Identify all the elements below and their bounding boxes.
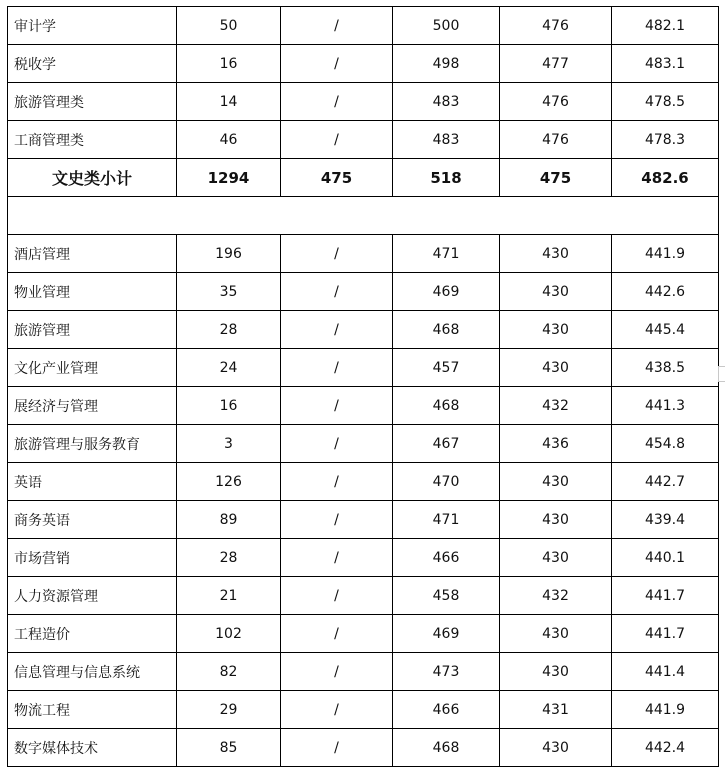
min-score-cell: 430 <box>500 273 612 311</box>
blank-separator-row <box>8 197 719 235</box>
major-name-cell: 旅游管理 <box>8 311 177 349</box>
plan-count-cell: 21 <box>177 577 281 615</box>
avg-score-cell: 442.4 <box>612 729 719 767</box>
control-line-cell: / <box>281 311 393 349</box>
plan-count-cell: 50 <box>177 7 281 45</box>
plan-count-cell: 82 <box>177 653 281 691</box>
min-score-cell: 432 <box>500 387 612 425</box>
control-line-cell: / <box>281 539 393 577</box>
max-score-cell: 468 <box>393 311 500 349</box>
max-score-cell: 469 <box>393 615 500 653</box>
table-row <box>8 691 719 729</box>
major-name-cell: 信息管理与信息系统 <box>8 653 177 691</box>
plan-count-cell: 16 <box>177 387 281 425</box>
max-score-cell: 468 <box>393 729 500 767</box>
subtotal-plan: 1294 <box>177 159 281 197</box>
min-score-cell: 430 <box>500 501 612 539</box>
avg-score-cell: 442.6 <box>612 273 719 311</box>
subtotal-row <box>8 159 719 197</box>
avg-score-cell: 478.5 <box>612 83 719 121</box>
max-score-cell: 467 <box>393 425 500 463</box>
major-name-cell: 物业管理 <box>8 273 177 311</box>
plan-count-cell: 29 <box>177 691 281 729</box>
major-name-cell: 文化产业管理 <box>8 349 177 387</box>
blank-separator-cell <box>8 197 719 235</box>
plan-count-cell: 3 <box>177 425 281 463</box>
major-name-cell: 旅游管理类 <box>8 83 177 121</box>
major-name-cell: 展经济与管理 <box>8 387 177 425</box>
subtotal-section <box>8 159 719 235</box>
avg-score-cell: 445.4 <box>612 311 719 349</box>
max-score-cell: 466 <box>393 539 500 577</box>
avg-score-cell: 441.9 <box>612 235 719 273</box>
table-row <box>8 463 719 501</box>
major-name-cell: 旅游管理与服务教育 <box>8 425 177 463</box>
control-line-cell: / <box>281 121 393 159</box>
avg-score-cell: 478.3 <box>612 121 719 159</box>
plan-count-cell: 28 <box>177 311 281 349</box>
major-name-cell: 税收学 <box>8 45 177 83</box>
table-body-top <box>8 7 719 159</box>
min-score-cell: 476 <box>500 7 612 45</box>
table-row <box>8 387 719 425</box>
control-line-cell: / <box>281 615 393 653</box>
avg-score-cell: 440.1 <box>612 539 719 577</box>
plan-count-cell: 196 <box>177 235 281 273</box>
plan-count-cell: 16 <box>177 45 281 83</box>
control-line-cell: / <box>281 349 393 387</box>
max-score-cell: 458 <box>393 577 500 615</box>
min-score-cell: 436 <box>500 425 612 463</box>
plan-count-cell: 89 <box>177 501 281 539</box>
table-row <box>8 235 719 273</box>
max-score-cell: 470 <box>393 463 500 501</box>
avg-score-cell: 482.1 <box>612 7 719 45</box>
table-row <box>8 121 719 159</box>
control-line-cell: / <box>281 387 393 425</box>
max-score-cell: 457 <box>393 349 500 387</box>
plan-count-cell: 85 <box>177 729 281 767</box>
avg-score-cell: 442.7 <box>612 463 719 501</box>
max-score-cell: 483 <box>393 121 500 159</box>
min-score-cell: 430 <box>500 235 612 273</box>
avg-score-cell: 438.5 <box>612 349 719 387</box>
control-line-cell: / <box>281 83 393 121</box>
table-row <box>8 311 719 349</box>
subtotal-avg-score: 482.6 <box>612 159 719 197</box>
major-name-cell: 物流工程 <box>8 691 177 729</box>
avg-score-cell: 441.4 <box>612 653 719 691</box>
table-row <box>8 615 719 653</box>
table-row <box>8 501 719 539</box>
major-name-cell: 数字媒体技术 <box>8 729 177 767</box>
avg-score-cell: 441.3 <box>612 387 719 425</box>
control-line-cell: / <box>281 235 393 273</box>
major-name-cell: 英语 <box>8 463 177 501</box>
min-score-cell: 430 <box>500 653 612 691</box>
major-name-cell: 市场营销 <box>8 539 177 577</box>
plan-count-cell: 28 <box>177 539 281 577</box>
table-row <box>8 273 719 311</box>
edge-bracket-mark <box>718 366 725 382</box>
avg-score-cell: 483.1 <box>612 45 719 83</box>
avg-score-cell: 454.8 <box>612 425 719 463</box>
control-line-cell: / <box>281 463 393 501</box>
plan-count-cell: 46 <box>177 121 281 159</box>
table-row <box>8 653 719 691</box>
plan-count-cell: 102 <box>177 615 281 653</box>
max-score-cell: 469 <box>393 273 500 311</box>
table-row <box>8 425 719 463</box>
max-score-cell: 473 <box>393 653 500 691</box>
min-score-cell: 476 <box>500 83 612 121</box>
table-row <box>8 83 719 121</box>
major-name-cell: 酒店管理 <box>8 235 177 273</box>
plan-count-cell: 24 <box>177 349 281 387</box>
avg-score-cell: 441.7 <box>612 577 719 615</box>
table-row <box>8 7 719 45</box>
control-line-cell: / <box>281 45 393 83</box>
plan-count-cell: 126 <box>177 463 281 501</box>
table-row <box>8 577 719 615</box>
max-score-cell: 483 <box>393 83 500 121</box>
min-score-cell: 432 <box>500 577 612 615</box>
max-score-cell: 500 <box>393 7 500 45</box>
subtotal-control-line: 475 <box>281 159 393 197</box>
plan-count-cell: 35 <box>177 273 281 311</box>
control-line-cell: / <box>281 653 393 691</box>
control-line-cell: / <box>281 691 393 729</box>
min-score-cell: 430 <box>500 311 612 349</box>
min-score-cell: 476 <box>500 121 612 159</box>
control-line-cell: / <box>281 577 393 615</box>
control-line-cell: / <box>281 425 393 463</box>
max-score-cell: 468 <box>393 387 500 425</box>
control-line-cell: / <box>281 501 393 539</box>
table-row <box>8 729 719 767</box>
plan-count-cell: 14 <box>177 83 281 121</box>
min-score-cell: 430 <box>500 463 612 501</box>
subtotal-max-score: 518 <box>393 159 500 197</box>
major-name-cell: 人力资源管理 <box>8 577 177 615</box>
max-score-cell: 471 <box>393 501 500 539</box>
admission-score-table <box>7 6 719 767</box>
table-body-bottom <box>8 235 719 767</box>
avg-score-cell: 439.4 <box>612 501 719 539</box>
table-row <box>8 349 719 387</box>
max-score-cell: 466 <box>393 691 500 729</box>
min-score-cell: 430 <box>500 349 612 387</box>
avg-score-cell: 441.7 <box>612 615 719 653</box>
major-name-cell: 审计学 <box>8 7 177 45</box>
control-line-cell: / <box>281 729 393 767</box>
major-name-cell: 工商管理类 <box>8 121 177 159</box>
table-row <box>8 45 719 83</box>
control-line-cell: / <box>281 7 393 45</box>
max-score-cell: 498 <box>393 45 500 83</box>
control-line-cell: / <box>281 273 393 311</box>
min-score-cell: 430 <box>500 615 612 653</box>
max-score-cell: 471 <box>393 235 500 273</box>
subtotal-min-score: 475 <box>500 159 612 197</box>
min-score-cell: 477 <box>500 45 612 83</box>
min-score-cell: 430 <box>500 539 612 577</box>
subtotal-label: 文史类小计 <box>8 159 177 197</box>
min-score-cell: 430 <box>500 729 612 767</box>
min-score-cell: 431 <box>500 691 612 729</box>
table-row <box>8 539 719 577</box>
major-name-cell: 商务英语 <box>8 501 177 539</box>
major-name-cell: 工程造价 <box>8 615 177 653</box>
avg-score-cell: 441.9 <box>612 691 719 729</box>
